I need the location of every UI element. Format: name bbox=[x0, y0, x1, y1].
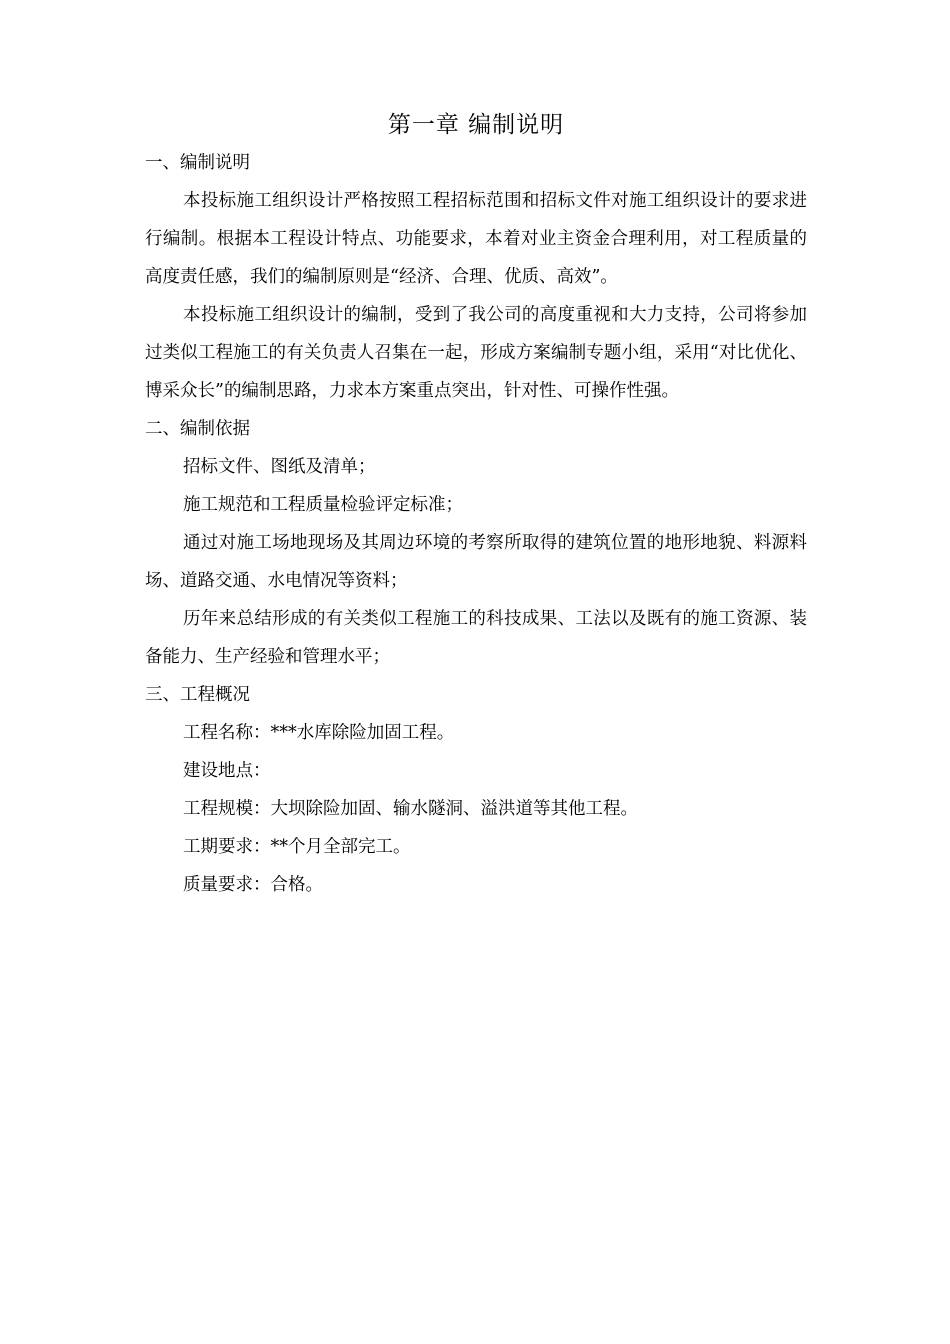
project-name-line: 工程名称：***水库除险加固工程。 bbox=[183, 723, 455, 743]
project-scale-line: 工程规模：大坝除险加固、输水隧洞、溢洪道等其他工程。 bbox=[183, 799, 638, 819]
paragraph: 招标文件、图纸及清单； bbox=[183, 457, 376, 477]
paragraph: 通过对施工场地现场及其周边环境的考察所取得的建筑位置的地形地貌、料源料场、道路交通、水电情况等资料； bbox=[145, 533, 807, 591]
section-heading-compilation-notes: 一、编制说明 bbox=[145, 153, 250, 173]
project-location-line: 建设地点： bbox=[183, 761, 271, 781]
chapter-title: 第一章 编制说明 bbox=[387, 112, 565, 138]
paragraph: 本投标施工组织设计严格按照工程招标范围和招标文件对施工组织设计的要求进行编制。根据本工程设计特点、功能要求，本着对业主资金合理利用，对工程质量的高度责任感，我们的编制原则是“经济、合理、优质、高效”。 bbox=[145, 191, 807, 287]
project-schedule-line: 工期要求：**个月全部完工。 bbox=[183, 837, 411, 857]
paragraph: 本投标施工组织设计的编制，受到了我公司的高度重视和大力支持，公司将参加过类似工程施工的有关负责人召集在一起，形成方案编制专题小组，采用“对比优化、博采众长”的编制思路，力求本方案重点突出，针对性、可操作性强。 bbox=[145, 305, 807, 401]
section-heading-project-overview: 三、工程概况 bbox=[145, 685, 250, 705]
project-quality-line: 质量要求：合格。 bbox=[183, 875, 323, 895]
section-heading-compilation-basis: 二、编制依据 bbox=[145, 419, 250, 439]
document-body bbox=[145, 106, 807, 904]
paragraph: 历年来总结形成的有关类似工程施工的科技成果、工法以及既有的施工资源、装备能力、生产经验和管理水平； bbox=[145, 609, 807, 667]
paragraph: 施工规范和工程质量检验评定标准； bbox=[183, 495, 463, 515]
